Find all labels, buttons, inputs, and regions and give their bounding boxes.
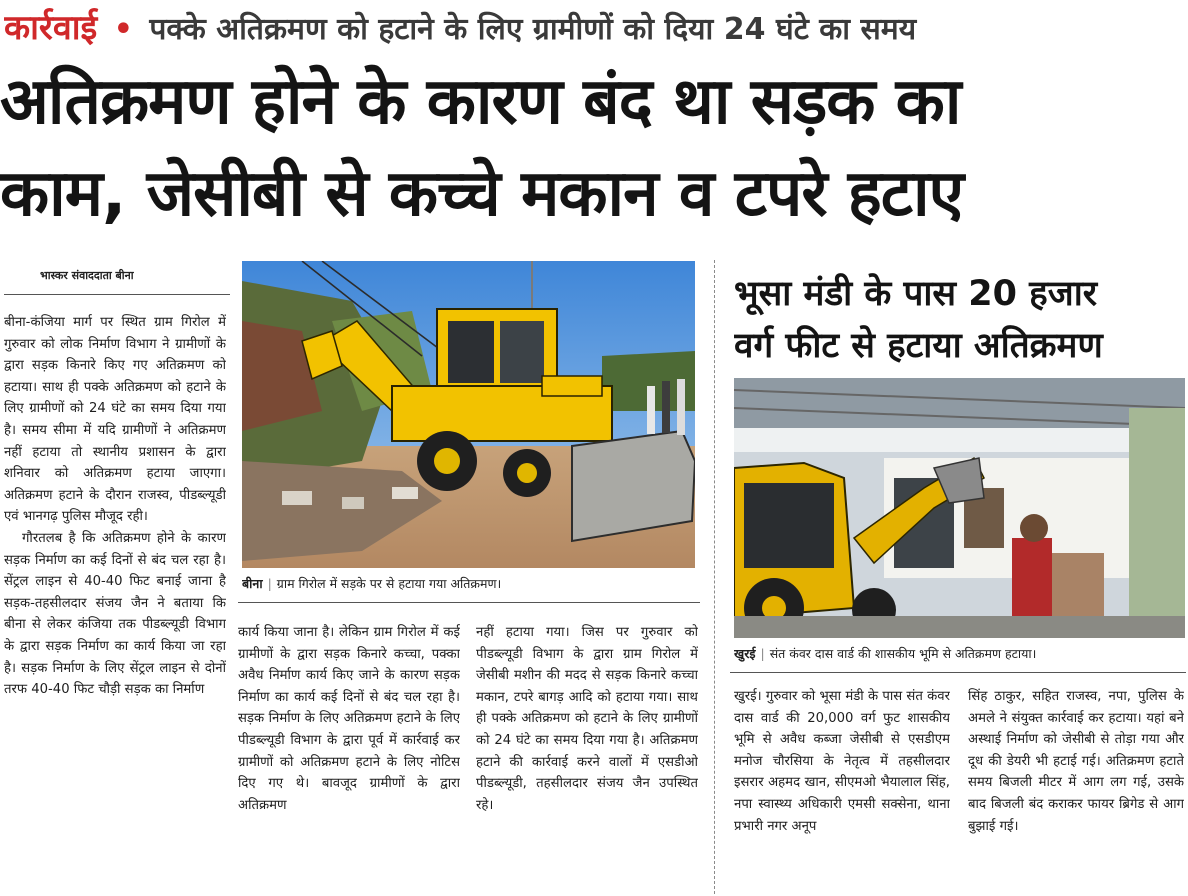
caption-1-rule — [238, 602, 700, 603]
side-headline-line-1: भूसा मंडी के पास 20 हजार — [734, 274, 1098, 314]
kicker-separator: • — [113, 12, 133, 47]
caption-2-separator: | — [760, 646, 765, 661]
photo-2-caption — [734, 644, 1186, 664]
main-story-paragraph-2: गौरतलब है कि अतिक्रमण होने के कारण सड़क निर्माण का कई दिनों से बंद चल रहा है।सेंट्रल लाइन से 40-40 फिट बनाई जाना है सड़क-तहसीलदार संजय जैन ने बताया कि बीना से लेकर कंजिया तक पीडब्ल्यूडी विभाग के द्वारा सड़क निर्माण का कार्य किया जा रहा है। सड़क निर्माण के लिए सेंट्रल लाइन से दोनों तरफ 40-40 फिट चौड़ी सड़क का निर्माण — [4, 530, 226, 698]
main-story-column-2-text: कार्य किया जाना है। लेकिन ग्राम गिरोल में कई ग्रामीणों के द्वारा सड़क किनारे कच्चा, पक्का अवैध निर्माण कार्य किए जाने के कारण सड़क निर्माण का कार्य कई दिनों से बंद चल रहा है। सड़क निर्माण के लिए अतिक्रमण हटाने के लिए पीडब्ल्यूडी विभाग के द्वारा पूर्व में कार्रवाई कर ग्रामीणों को अतिक्रमण हटाने के लिए नोटिस दिए गए थे। बावजूद ग्रामीणों के द्वारा अतिक्रमण — [238, 625, 460, 813]
story-divider — [714, 260, 715, 894]
headline-line-2: काम, जेसीबी से कच्चे मकान व टपरे हटाए — [0, 157, 964, 231]
side-headline-line-2: वर्ग फीट से हटाया अतिक्रमण — [734, 326, 1103, 366]
side-story-headline — [734, 268, 1184, 372]
side-story-column-1 — [734, 686, 950, 894]
headline-line-1: अतिक्रमण होने के कारण बंद था सड़क का — [0, 65, 961, 139]
main-headline — [0, 56, 1188, 240]
caption-1-text: ग्राम गिरोल में सड़के पर से हटाया गया अतिक्रमण। — [276, 576, 502, 591]
byline-rule — [4, 294, 230, 295]
caption-2-place: खुरई — [734, 646, 756, 661]
caption-1-separator: | — [267, 576, 272, 591]
main-story-column-3 — [476, 622, 698, 894]
kicker-line — [4, 2, 1184, 54]
caption-2-rule — [730, 672, 1186, 673]
main-story-column-2 — [238, 622, 460, 894]
side-story-column-2 — [968, 686, 1184, 894]
photo-1-caption — [242, 574, 702, 594]
photo-bina-jcb — [242, 261, 695, 568]
main-story-paragraph-1: बीना-कंजिया मार्ग पर स्थित ग्राम गिरोल में गुरुवार को लोक निर्माण विभाग ने ग्रामीणों के द्वारा सड़क किनारे किए गए अतिक्रमण को हटाया। साथ ही पक्के अतिक्रमण को हटाने के लिए ग्रामीणों को 24 घंटे का समय दिया गया है। समय सीमा में यदि ग्रामीणों ने अतिक्रमण नहीं हटाया तो स्थानीय प्रशासन के द्वारा शनिवार को अतिक्रमण हटाया जाएगा। अतिक्रमण हटाने के दौरान राजस्व, पीडब्ल्यूडी एवं भानगढ़ पुलिस मौजूद रही। — [4, 315, 226, 525]
caption-2-text: संत कंवर दास वार्ड की शासकीय भूमि से अतिक्रमण हटाया। — [769, 646, 1037, 661]
main-story-column-3-text: नहीं हटाया गया। जिस पर गुरुवार को पीडब्ल्यूडी विभाग के द्वारा ग्राम गिरोल में जेसीबी मशीन की मदद से सड़क किनारे कच्चा मकान, टपरे बागड़ आदि को हटाया गया। साथ ही पक्के अतिक्रमण को हटाने के लिए ग्रामीणों को 24 घंटे का समय दिया गया है। अतिक्रमण हटाने की कार्रवाई करने वालों में एसडीओ पीडब्ल्यूडी, तहसीलदार संजय जैन उपस्थित रहे। — [476, 625, 698, 813]
kicker-text: पक्के अतिक्रमण को हटाने के लिए ग्रामीणों को दिया 24 घंटे का समय — [149, 12, 917, 47]
caption-1-place: बीना — [242, 576, 263, 591]
jcb-excavator-photo — [242, 261, 695, 568]
side-story-column-2-text: सिंह ठाकुर, सहित राजस्व, नपा, पुलिस के अमले ने संयुक्त कार्रवाई कर हटाया। यहां बने अस्थाई निर्माण को जेसीबी से तोड़ा गया और दूध की डेयरी भी हटाई गई। अतिक्रमण हटाते समय बिजली मीटर में आग लग गई, उसके बाद बिजली बंद कराकर फायर ब्रिगेड से आग बुझाई गई। — [968, 689, 1184, 834]
khurai-demolition-photo — [734, 378, 1185, 638]
photo-khurai-jcb — [734, 378, 1185, 638]
byline: भास्कर संवाददाता बीना — [40, 269, 134, 282]
main-story-column-1 — [4, 312, 226, 894]
side-story-column-1-text: खुरई। गुरुवार को भूसा मंडी के पास संत कंवर दास वार्ड की 20,000 वर्ग फुट शासकीय भूमि से अवैध कब्जा जेसीबी से एसडीएम मनोज चौरसिया के नेतृत्व में तहसीलदार इसरार अहमद खान, सीएमओ भैयालाल सिंह, नपा स्वास्थ्य अधिकारी एमसी सक्सेना, थाना प्रभारी नगर अनूप — [734, 689, 950, 834]
kicker-label: कार्रवाई — [4, 8, 98, 48]
